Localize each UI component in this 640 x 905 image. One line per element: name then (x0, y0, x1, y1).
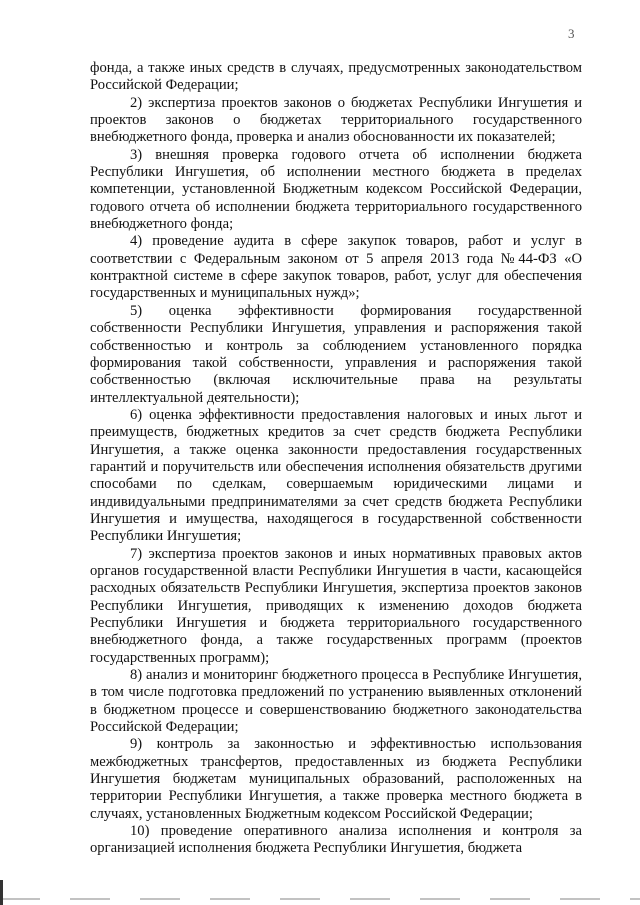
paragraph-item-5: 5) оценка эффективности формирования государственной собственности Республики Ингушетия, управления и распоряжения такой собственностью и контроль за соблюдением установленного порядка формирования такой собственности, управления и распоряжения такой собственностью (включая исключительные права на результаты интеллектуальной деятельности); (90, 302, 582, 406)
paragraph-item-9: 9) контроль за законностью и эффективностью использования межбюджетных трансфертов, предоставленных из бюджета Республики Ингушетия бюджетам муниципальных образований, расположенных на территории Республики Ингушетия, а также проверка местного бюджета в случаях, установленных Бюджетным кодексом Российской Федерации; (90, 736, 582, 822)
paragraph-item-3: 3) внешняя проверка годового отчета об исполнении бюджета Республики Ингушетия, об исполнении местного бюджета в пределах компетенции, установленной Бюджетным кодексом Российской Федерации, годового отчета об исполнении бюджета территориального государственного внебюджетного фонда; (90, 146, 582, 233)
paragraph-item-8: 8) анализ и мониторинг бюджетного процесса в Республике Ингушетия, в том числе подготовка предложений по устранению выявленных отклонений в бюджетном процессе и совершенствованию бюджетного законодательства Российской Федерации; (90, 667, 582, 736)
scan-bottom-rule (0, 898, 640, 900)
paragraph-continuation: фонда, а также иных средств в случаях, предусмотренных законодательством Российской Федерации; (90, 60, 582, 94)
paragraph-item-10: 10) проведение оперативного анализа исполнения и контроля за организацией исполнения бюджета Республики Ингушетия, бюджета (90, 823, 582, 857)
paragraph-item-2: 2) экспертиза проектов законов о бюджетах Республики Ингушетия и проектов законов о бюджетах территориального государственного внебюджетного фонда, проверка и анализ обоснованности их показателей; (90, 94, 582, 146)
page-number: 3 (568, 26, 575, 41)
document-body (90, 60, 582, 858)
paragraph-item-6: 6) оценка эффективности предоставления налоговых и иных льгот и преимуществ, бюджетных кредитов за счет средств бюджета Республики Ингушетия, а также оценка законности предоставления государственных гарантий и поручительств или обеспечения исполнения обязательств другими способами по сделкам, совершаемым юридическими лицами и индивидуальными предпринимателями за счет средств бюджета Республики Ингушетия и имущества, находящегося в государственной собственности Республики Ингушетия; (90, 406, 582, 545)
paragraph-item-7: 7) экспертиза проектов законов и иных нормативных правовых актов органов государственной власти Республики Ингушетия в части, касающейся расходных обязательств Республики Ингушетия, экспертиза проектов законов Республики Ингушетия, приводящих к изменению доходов бюджета Республики Ингушетия и бюджета территориального государственного внебюджетного фонда, а также государственных программ (проектов государственных программ); (90, 545, 582, 666)
scan-left-edge (0, 880, 3, 905)
paragraph-item-4: 4) проведение аудита в сфере закупок товаров, работ и услуг в соответствии с Федеральным законом от 5 апреля 2013 года №44-ФЗ «О контрактной системе в сфере закупок товаров, работ, услуг для обеспечения государственных и муниципальных нужд»; (90, 233, 582, 302)
